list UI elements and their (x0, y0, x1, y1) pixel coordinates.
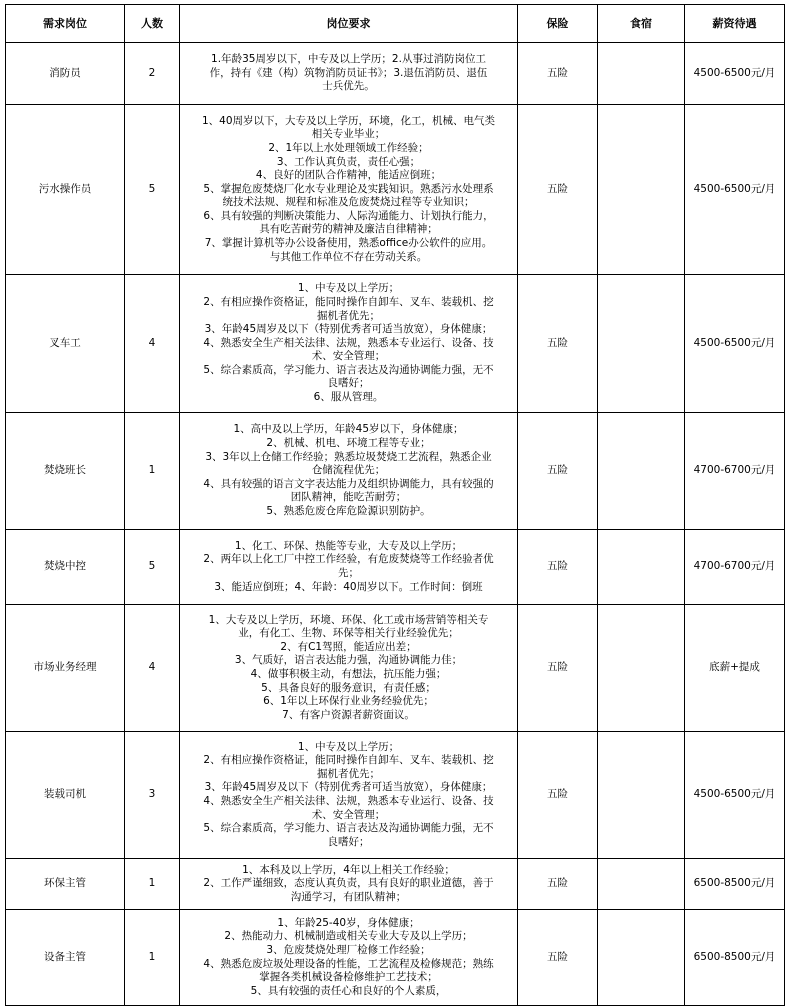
requirement-line: 1、化工、环保、热能等专业，大专及以上学历； (234, 539, 463, 552)
requirement-line: 5、掌握危废焚烧厂化水专业理论及实践知识。熟悉污水处理系 (203, 182, 494, 195)
requirement-line: 5、综合素质高，学习能力、语言表达及沟通协调能力强，无不 (203, 363, 494, 376)
header-board: 食宿 (598, 5, 685, 43)
insurance-cell: 五险 (518, 859, 598, 910)
requirement-line: 3、3年以上仓储工作经验；熟悉垃圾焚烧工艺流程，熟悉企业 (205, 450, 492, 463)
requirement-line: 6、1年以上环保行业业务经验优先； (263, 695, 434, 708)
insurance-cell: 五险 (518, 413, 598, 530)
requirement-line: 6、服从管理。 (313, 391, 384, 404)
count-cell: 2 (125, 43, 180, 105)
requirement-line: 1、中专及以上学历； (297, 282, 400, 295)
requirement-line: 3、危废焚烧处理厂检修工作经验； (266, 943, 431, 956)
position-cell: 环保主管 (6, 859, 125, 910)
count-cell: 1 (125, 859, 180, 910)
requirement-line: 术、安全管理； (311, 808, 386, 821)
requirement-line: 2、有相应操作资格证，能同时操作自卸车、叉车、装载机、挖 (203, 754, 494, 767)
position-cell: 装载司机 (6, 732, 125, 859)
board-cell (598, 275, 685, 413)
table-row (6, 43, 785, 105)
requirement-line: 1.年龄35周岁以下，中专及以上学历；2.从事过消防岗位工 (211, 53, 486, 66)
requirement-line: 统技术法规、规程和标准及危废焚烧过程等专业知识； (222, 196, 475, 209)
requirement-line: 3、工作认真负责，责任心强； (276, 155, 421, 168)
count-cell: 5 (125, 105, 180, 275)
requirement-line: 6、具有较强的判断决策能力、人际沟通能力、计划执行能力， (203, 209, 494, 222)
requirement-line: 具有吃苦耐劳的精神及廉洁自律精神； (259, 223, 438, 236)
requirement-line: 3、年龄45周岁及以下（特别优秀者可适当放宽），身体健康； (204, 781, 493, 794)
board-cell (598, 413, 685, 530)
table-row (6, 732, 785, 859)
salary-cell: 6500-8500元/月 (685, 859, 785, 910)
insurance-cell: 五险 (518, 605, 598, 732)
salary-cell: 4500-6500元/月 (685, 43, 785, 105)
requirement-line: 4、具有较强的语言文字表达能力及组织协调能力，具有较强的 (203, 477, 494, 490)
insurance-cell: 五险 (518, 910, 598, 1006)
requirements-cell (180, 605, 518, 732)
requirement-line: 5、熟悉危废仓库危险源识别防护。 (266, 504, 431, 517)
board-cell (598, 732, 685, 859)
requirement-line: 1、中专及以上学历； (297, 740, 400, 753)
salary-cell: 底薪+提成 (685, 605, 785, 732)
requirement-line: 5、综合素质高，学习能力、语言表达及沟通协调能力强，无不 (203, 822, 494, 835)
requirement-line: 1、高中及以上学历，年龄45岁以下，身体健康； (233, 423, 464, 436)
requirement-line: 7、掌握计算机等办公设备使用，熟悉office办公软件的应用。 (204, 237, 493, 250)
salary-cell: 4500-6500元/月 (685, 275, 785, 413)
requirement-line: 与其他工作单位不存在劳动关系。 (269, 250, 428, 263)
requirements-cell (180, 413, 518, 530)
requirements-cell (180, 530, 518, 605)
requirement-line: 2、工作严谨细致，态度认真负责，具有良好的职业道德，善于 (203, 877, 494, 890)
position-cell: 污水操作员 (6, 105, 125, 275)
board-cell (598, 530, 685, 605)
requirement-line: 4、熟悉危废垃圾处理设备的性能，工艺流程及检修规范；熟练 (203, 957, 494, 970)
header-insurance: 保险 (518, 5, 598, 43)
insurance-cell: 五险 (518, 732, 598, 859)
count-cell: 5 (125, 530, 180, 605)
table-row (6, 605, 785, 732)
requirement-line: 5、具有较强的责任心和良好的个人素质， (250, 984, 447, 997)
salary-cell: 4700-6700元/月 (685, 530, 785, 605)
board-cell (598, 105, 685, 275)
board-cell (598, 605, 685, 732)
requirement-line: 沟通学习，有团队精神； (290, 890, 407, 903)
position-cell: 焚烧班长 (6, 413, 125, 530)
header-salary: 薪资待遇 (685, 5, 785, 43)
requirement-line: 作，持有《建（构）筑物消防员证书》；3.退伍消防员、退伍 (209, 66, 488, 79)
requirements-cell (180, 910, 518, 1006)
requirements-cell (180, 275, 518, 413)
table-row (6, 413, 785, 530)
salary-cell: 4500-6500元/月 (685, 105, 785, 275)
header-position: 需求岗位 (6, 5, 125, 43)
table-row (6, 859, 785, 910)
requirement-line: 2、有C1驾照，能适应出差； (280, 640, 417, 653)
requirement-line: 掘机者优先； (317, 767, 380, 780)
position-cell: 市场业务经理 (6, 605, 125, 732)
board-cell (598, 859, 685, 910)
position-cell: 焚烧中控 (6, 530, 125, 605)
requirement-line: 2、1年以上水处理领域工作经验； (268, 141, 429, 154)
table-row (6, 530, 785, 605)
requirements-cell (180, 105, 518, 275)
recruitment-table (5, 4, 785, 1006)
requirement-line: 3、能适应倒班；4、年龄：40周岁以下。工作时间：倒班 (214, 580, 483, 593)
count-cell: 1 (125, 413, 180, 530)
requirements-cell (180, 859, 518, 910)
requirement-line: 1、40周岁以下，大专及以上学历，环境，化工，机械、电气类 (201, 114, 496, 127)
table-row (6, 910, 785, 1006)
requirement-line: 2、热能动力、机械制造或相关专业大专及以上学历； (224, 930, 473, 943)
requirement-line: 3、气质好，语言表达能力强，沟通协调能力佳； (234, 654, 463, 667)
table-row (6, 105, 785, 275)
salary-cell: 4500-6500元/月 (685, 732, 785, 859)
count-cell: 1 (125, 910, 180, 1006)
position-cell: 叉车工 (6, 275, 125, 413)
requirement-line: 仓储流程优先； (311, 464, 386, 477)
requirement-line: 士兵优先。 (322, 80, 375, 93)
requirement-line: 掘机者优先； (317, 309, 380, 322)
insurance-cell: 五险 (518, 275, 598, 413)
position-cell: 消防员 (6, 43, 125, 105)
requirements-cell (180, 732, 518, 859)
requirement-line: 2、两年以上化工厂中控工作经验，有危废焚烧等工作经验者优 (203, 553, 494, 566)
requirement-line: 相关专业毕业； (311, 128, 386, 141)
requirement-line: 1、本科及以上学历，4年以上相关工作经验； (242, 863, 455, 876)
requirement-line: 2、有相应操作资格证，能同时操作自卸车、叉车、装载机、挖 (203, 295, 494, 308)
insurance-cell: 五险 (518, 43, 598, 105)
requirement-line: 2、机械、机电、环境工程等专业； (266, 437, 431, 450)
salary-cell: 4700-6700元/月 (685, 413, 785, 530)
requirement-line: 术、安全管理； (311, 350, 386, 363)
requirement-line: 团队精神，能吃苦耐劳； (290, 491, 407, 504)
header-count: 人数 (125, 5, 180, 43)
salary-cell: 6500-8500元/月 (685, 910, 785, 1006)
requirement-line: 1、年龄25-40岁，身体健康； (277, 916, 420, 929)
requirement-line: 1、大专及以上学历，环境、环保、化工或市场营销等相关专 (208, 613, 489, 626)
insurance-cell: 五险 (518, 530, 598, 605)
requirement-line: 4、熟悉安全生产相关法律、法规，熟悉本专业运行、设备、技 (203, 795, 494, 807)
count-cell: 4 (125, 605, 180, 732)
table-row (6, 275, 785, 413)
requirement-line: 良嗜好； (327, 835, 370, 848)
requirements-cell (180, 43, 518, 105)
requirement-line: 5、具备良好的服务意识，有责任感； (261, 681, 436, 694)
requirement-line: 良嗜好； (327, 377, 370, 390)
position-cell: 设备主管 (6, 910, 125, 1006)
insurance-cell: 五险 (518, 105, 598, 275)
requirement-line: 4、做事积极主动，有想法，抗压能力强； (250, 668, 447, 680)
board-cell (598, 43, 685, 105)
table-header-row (6, 5, 785, 43)
count-cell: 4 (125, 275, 180, 413)
requirement-line: 业，有化工、生物、环保等相关行业经验优先； (238, 627, 459, 640)
requirement-line: 4、良好的团队合作精神，能适应倒班； (255, 169, 442, 182)
header-requirements: 岗位要求 (180, 5, 518, 43)
board-cell (598, 910, 685, 1006)
requirement-line: 先； (338, 567, 359, 579)
requirement-line: 7、有客户资源者薪资面议。 (282, 708, 415, 721)
requirement-line: 4、熟悉安全生产相关法律、法规，熟悉本专业运行、设备、技 (203, 336, 494, 349)
requirement-line: 3、年龄45周岁及以下（特别优秀者可适当放宽），身体健康； (204, 323, 493, 336)
requirement-line: 掌握各类机械设备检修维护工艺技术； (259, 971, 438, 984)
count-cell: 3 (125, 732, 180, 859)
